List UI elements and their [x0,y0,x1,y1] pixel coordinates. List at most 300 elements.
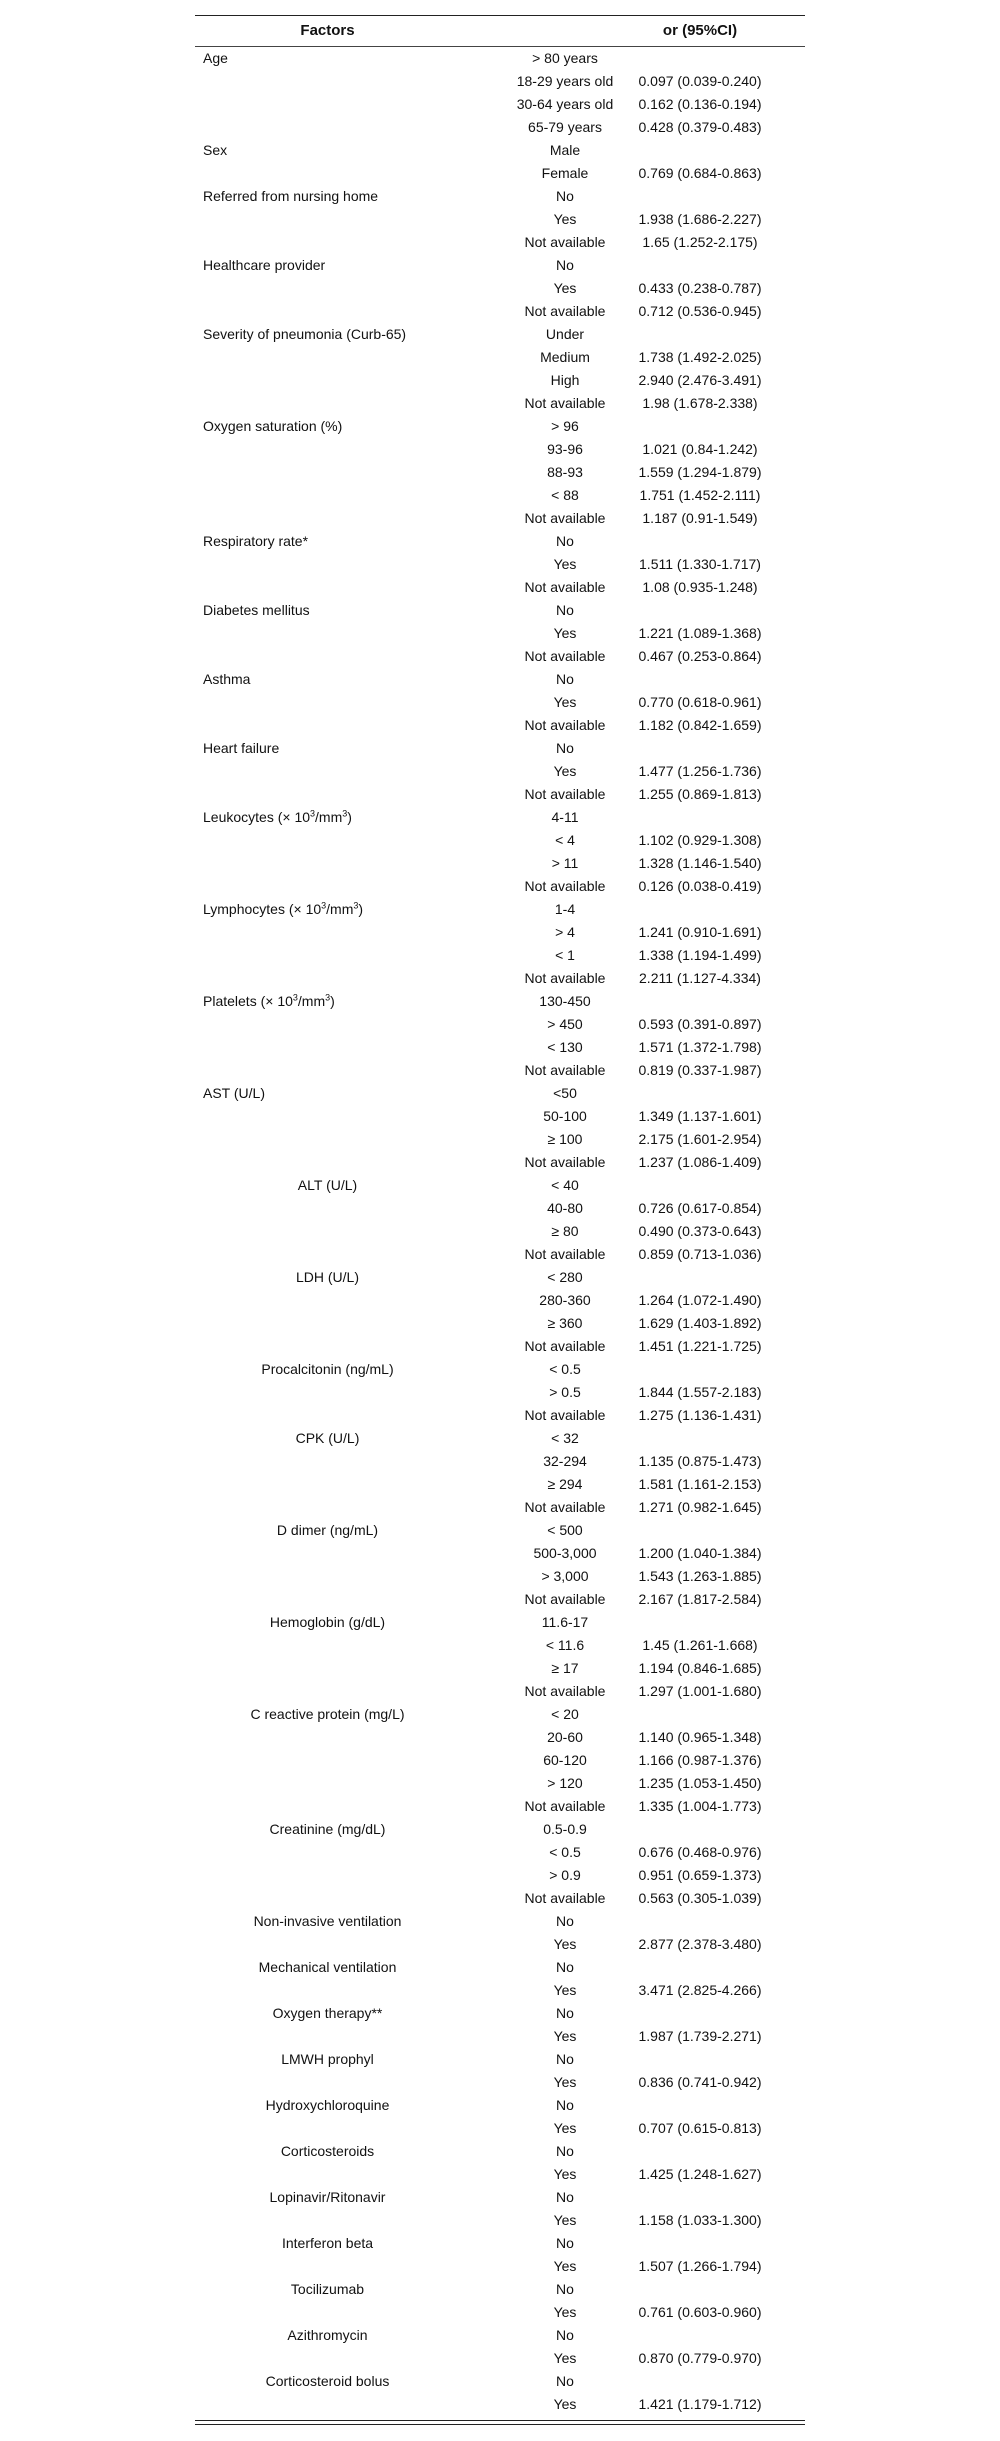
factor-name: Non-invasive ventilation [253,1913,402,1929]
table-row [195,2301,805,2324]
odds-ratio-value: 1.021 (0.84-1.242) [642,441,758,457]
table-row [195,668,805,691]
table-row [195,967,805,990]
odds-ratio-value: 1.938 (1.686-2.227) [638,211,762,227]
odds-ratio-value: 0.770 (0.618-0.961) [638,694,762,710]
category-value: Yes [553,556,577,572]
category-value: Not available [524,510,606,526]
category-value: Yes [553,2396,577,2412]
factor-name: Hydroxychloroquine [265,2097,390,2113]
category-value: Not available [524,234,606,250]
odds-ratio-table [195,15,805,2425]
table-row [195,1496,805,1519]
factor-name: ALT (U/L) [297,1177,358,1193]
table-row [195,1013,805,1036]
category-value: Yes [553,2166,577,2182]
odds-ratio-value: 2.175 (1.601-2.954) [638,1131,762,1147]
table-row [195,1979,805,2002]
header-factors: Factors [300,22,355,39]
category-value: > 80 years [532,50,598,66]
category-value: No [556,602,574,618]
factor-name: Creatinine (mg/dL) [269,1821,386,1837]
odds-ratio-value: 0.563 (0.305-1.039) [638,1890,762,1906]
table-row [195,2140,805,2163]
table-row [195,1542,805,1565]
factor-name: Age [203,50,228,66]
odds-ratio-value: 0.859 (0.713-1.036) [638,1246,762,1262]
table-row [195,1289,805,1312]
category-value: Not available [524,303,606,319]
odds-ratio-value: 1.338 (1.194-1.499) [638,947,762,963]
factor-name: C reactive protein (mg/L) [250,1706,405,1722]
category-value: No [556,188,574,204]
odds-ratio-value: 0.870 (0.779-0.970) [638,2350,762,2366]
factor-name: Corticosteroids [280,2143,375,2159]
category-value: ≥ 100 [547,1131,583,1147]
odds-ratio-value: 0.836 (0.741-0.942) [638,2074,762,2090]
table-row [195,1473,805,1496]
table-row [195,1933,805,1956]
factor-exponent: 3 [353,900,359,911]
table-row [195,1565,805,1588]
odds-ratio-value: 1.135 (0.875-1.473) [638,1453,762,1469]
table-row [195,1427,805,1450]
category-value: > 3,000 [541,1568,589,1584]
category-value: Yes [553,2120,577,2136]
category-value: < 0.5 [549,1361,581,1377]
table-row [195,2048,805,2071]
table-row [195,461,805,484]
factor-name: LMWH prophyl [281,2051,374,2067]
factor-name: Tocilizumab [290,2281,365,2297]
category-value: Not available [524,1890,606,1906]
table-row [195,277,805,300]
category-value: 0.5-0.9 [543,1821,587,1837]
category-value: 1-4 [554,901,576,917]
table-row [195,1818,805,1841]
odds-ratio-value: 1.559 (1.294-1.879) [638,464,762,480]
table-row [195,576,805,599]
table-row [195,2002,805,2025]
table-row [195,254,805,277]
category-value: 30-64 years old [516,96,614,112]
category-value: Not available [524,579,606,595]
table-row [195,185,805,208]
odds-ratio-value: 1.241 (0.910-1.691) [638,924,762,940]
odds-ratio-value: 0.707 (0.615-0.813) [638,2120,762,2136]
table-row [195,1657,805,1680]
table-row [195,1105,805,1128]
category-value: No [556,1913,574,1929]
table-bottom-rule [195,2420,805,2425]
category-value: 32-294 [543,1453,587,1469]
table-row [195,2232,805,2255]
table-row [195,139,805,162]
table-row [195,2094,805,2117]
category-value: > 4 [555,924,575,940]
odds-ratio-value: 0.097 (0.039-0.240) [638,73,762,89]
table-row [195,691,805,714]
category-value: No [556,1959,574,1975]
odds-ratio-value: 0.712 (0.536-0.945) [638,303,762,319]
table-row [195,2393,805,2416]
table-row [195,1358,805,1381]
factor-exponent: 3 [325,992,331,1003]
factor-name: Corticosteroid bolus [265,2373,390,2389]
odds-ratio-value: 1.08 (0.935-1.248) [642,579,758,595]
factor-name: Azithromycin [287,2327,368,2343]
table-row [195,737,805,760]
category-value: Medium [540,349,590,365]
category-value: Not available [524,970,606,986]
category-value: < 0.5 [549,1844,581,1860]
odds-ratio-value: 1.844 (1.557-2.183) [638,1384,762,1400]
odds-ratio-value: 1.751 (1.452-2.111) [639,487,761,503]
header-or: or (95%CI) [662,22,738,39]
odds-ratio-value: 1.507 (1.266-1.794) [638,2258,762,2274]
category-value: 280-360 [539,1292,591,1308]
table-row [195,1749,805,1772]
odds-ratio-value: 0.819 (0.337-1.987) [638,1062,762,1078]
odds-ratio-value: 1.237 (1.086-1.409) [638,1154,762,1170]
category-value: > 96 [551,418,579,434]
category-value: < 280 [547,1269,583,1285]
table-row [195,599,805,622]
odds-ratio-value: 1.297 (1.001-1.680) [638,1683,762,1699]
factor-name: Procalcitonin (ng/mL) [261,1361,394,1377]
table-row [195,875,805,898]
table-row [195,2370,805,2393]
category-value: No [556,2143,574,2159]
table-row [195,1519,805,1542]
category-value: <50 [553,1085,577,1101]
category-value: 50-100 [543,1108,587,1124]
category-value: Yes [553,2212,577,2228]
table-row [195,369,805,392]
odds-ratio-value: 1.102 (0.929-1.308) [638,832,762,848]
table-row [195,1220,805,1243]
category-value: No [556,2235,574,2251]
category-value: No [556,2051,574,2067]
factor-name: AST (U/L) [203,1085,265,1101]
odds-ratio-value: 1.275 (1.136-1.431) [638,1407,762,1423]
table-row [195,1795,805,1818]
odds-ratio-value: 0.428 (0.379-0.483) [638,119,762,135]
factor-unit: /mm [315,809,343,825]
category-value: No [556,2281,574,2297]
factor-close: ) [330,993,335,1009]
factor-text: Lymphocytes (× 10 [203,901,322,917]
table-row [195,2255,805,2278]
table-row [195,507,805,530]
category-value: No [556,2005,574,2021]
category-value: Yes [553,280,577,296]
table-row [195,1312,805,1335]
category-value: Yes [553,1936,577,1952]
table-row [195,1588,805,1611]
category-value: 18-29 years old [516,73,614,89]
table-row [195,47,805,70]
odds-ratio-value: 2.877 (2.378-3.480) [638,1936,762,1952]
table-row [195,1243,805,1266]
odds-ratio-value: 1.335 (1.004-1.773) [638,1798,762,1814]
category-value: No [556,2373,574,2389]
odds-ratio-value: 1.187 (0.91-1.549) [642,510,758,526]
odds-ratio-value: 1.140 (0.965-1.348) [638,1729,762,1745]
table-row [195,392,805,415]
table-row [195,208,805,231]
category-value: Under [545,326,585,342]
category-value: > 450 [547,1016,583,1032]
odds-ratio-value: 0.433 (0.238-0.787) [638,280,762,296]
table-row [195,162,805,185]
table-row [195,1082,805,1105]
factor-name: LDH (U/L) [295,1269,359,1285]
category-value: Yes [553,763,577,779]
odds-ratio-value: 0.593 (0.391-0.897) [638,1016,762,1032]
factor-name: Mechanical ventilation [258,1959,397,1975]
table-row [195,116,805,139]
table-row [195,1634,805,1657]
category-value: ≥ 80 [551,1223,579,1239]
table-body [195,47,805,2416]
category-value: No [556,740,574,756]
factor-exponent: 3 [321,900,327,911]
table-row [195,760,805,783]
table-row [195,2117,805,2140]
factor-name: Interferon beta [281,2235,374,2251]
table-row [195,2163,805,2186]
odds-ratio-value: 1.629 (1.403-1.892) [638,1315,762,1331]
factor-close: ) [358,901,364,917]
category-value: Not available [524,1591,606,1607]
table-row [195,1956,805,1979]
category-value: Not available [524,1154,606,1170]
factor-close: ) [347,809,352,825]
table-row [195,1197,805,1220]
table-header [195,16,805,47]
table-row [195,714,805,737]
table-row [195,921,805,944]
category-value: < 11.6 [545,1637,585,1653]
factor-name: Severity of pneumonia (Curb-65) [203,326,407,342]
odds-ratio-value: 1.987 (1.739-2.271) [638,2028,762,2044]
category-value: < 88 [551,487,579,503]
table-row [195,1151,805,1174]
table-row [195,1772,805,1795]
table-row [195,1450,805,1473]
table-row [195,438,805,461]
odds-ratio-value: 3.471 (2.825-4.266) [638,1982,762,1998]
category-value: Yes [553,2350,577,2366]
category-value: Not available [524,1407,606,1423]
odds-ratio-value: 1.543 (1.263-1.885) [638,1568,762,1584]
odds-ratio-value: 0.951 (0.659-1.373) [638,1867,762,1883]
factor-name: D dimer (ng/mL) [276,1522,379,1538]
table-row [195,622,805,645]
category-value: 93-96 [547,441,583,457]
odds-ratio-value: 1.571 (1.372-1.798) [638,1039,762,1055]
category-value: > 0.5 [549,1384,581,1400]
odds-ratio-value: 0.676 (0.468-0.976) [638,1844,762,1860]
category-value: 4-11 [551,809,579,825]
category-value: 20-60 [547,1729,583,1745]
category-value: Not available [524,1062,606,1078]
table-row [195,2186,805,2209]
table-row [195,1128,805,1151]
category-value: 65-79 years [528,119,602,135]
odds-ratio-value: 1.182 (0.842-1.659) [638,717,762,733]
table-row [195,1174,805,1197]
odds-ratio-value: 1.581 (1.161-2.153) [638,1476,762,1492]
category-value: < 500 [547,1522,583,1538]
odds-ratio-value: 2.940 (2.476-3.491) [638,372,762,388]
category-value: Yes [553,211,577,227]
odds-ratio-value: 1.65 (1.252-2.175) [642,234,758,250]
category-value: High [550,372,580,388]
category-value: ≥ 294 [547,1476,583,1492]
category-value: < 40 [551,1177,579,1193]
table-row [195,1381,805,1404]
table-row [195,1036,805,1059]
table-row [195,553,805,576]
factor-name: Sex [203,142,228,158]
table-row [195,2071,805,2094]
category-value: Not available [524,395,606,411]
table-row [195,2324,805,2347]
category-value: < 20 [551,1706,579,1722]
category-value: Yes [553,2258,577,2274]
table-row [195,1703,805,1726]
category-value: No [556,2097,574,2113]
table-row [195,1611,805,1634]
factor-name: Healthcare provider [203,257,326,273]
table-row [195,70,805,93]
category-value: Yes [553,625,577,641]
table-row [195,323,805,346]
factor-name: Oxygen therapy** [272,2005,383,2021]
odds-ratio-value: 1.45 (1.261-1.668) [642,1637,758,1653]
category-value: < 4 [555,832,575,848]
table-row [195,1404,805,1427]
odds-ratio-value: 2.211 (1.127-4.334) [639,970,761,986]
category-value: No [556,257,574,273]
factor-text: Platelets (× 10 [203,993,293,1009]
factor-name: Respiratory rate* [203,533,309,549]
table-row [195,806,805,829]
odds-ratio-value: 1.738 (1.492-2.025) [638,349,762,365]
table-row [195,2347,805,2370]
table-row [195,1841,805,1864]
odds-ratio-value: 0.162 (0.136-0.194) [638,96,762,112]
category-value: No [556,2189,574,2205]
odds-ratio-value: 1.425 (1.248-1.627) [638,2166,762,2182]
category-value: ≥ 360 [547,1315,583,1331]
odds-ratio-value: 1.451 (1.221-1.725) [638,1338,762,1354]
table-row [195,1726,805,1749]
category-value: Not available [524,1338,606,1354]
category-value: < 1 [555,947,575,963]
table-row [195,300,805,323]
odds-ratio-value: 1.221 (1.089-1.368) [638,625,762,641]
factor-unit: /mm [326,901,354,917]
category-value: > 11 [551,855,579,871]
table-row [195,2025,805,2048]
category-value: Not available [524,878,606,894]
table-row [195,1266,805,1289]
odds-ratio-value: 1.194 (0.846-1.685) [638,1660,762,1676]
odds-ratio-value: 1.255 (0.869-1.813) [638,786,762,802]
category-value: Not available [524,717,606,733]
odds-ratio-value: 0.467 (0.253-0.864) [638,648,762,664]
category-value: Not available [524,648,606,664]
odds-ratio-value: 0.126 (0.038-0.419) [638,878,762,894]
category-value: Not available [524,1499,606,1515]
odds-ratio-value: 1.271 (0.982-1.645) [638,1499,762,1515]
odds-ratio-value: 0.761 (0.603-0.960) [638,2304,762,2320]
odds-ratio-value: 0.726 (0.617-0.854) [638,1200,762,1216]
odds-ratio-value: 1.264 (1.072-1.490) [638,1292,762,1308]
factor-name [203,898,363,921]
category-value: No [556,533,574,549]
table-row [195,898,805,921]
factor-unit: /mm [297,993,326,1009]
category-value: < 32 [551,1430,579,1446]
factor-name: Oxygen saturation (%) [203,418,343,434]
table-row [195,2209,805,2232]
category-value: Not available [524,1246,606,1262]
table-row [195,93,805,116]
category-value: Not available [524,786,606,802]
category-value: 40-80 [547,1200,583,1216]
table-row [195,783,805,806]
category-value: > 0.9 [549,1867,581,1883]
odds-ratio-value: 1.421 (1.179-1.712) [638,2396,762,2412]
factor-exponent: 3 [342,808,348,819]
table-row [195,1910,805,1933]
table-row [195,1887,805,1910]
table-row [195,1864,805,1887]
factor-name [203,990,335,1013]
factor-name: Asthma [203,671,251,687]
odds-ratio-value: 1.98 (1.678-2.338) [642,395,758,411]
factor-exponent: 3 [292,992,298,1003]
category-value: 11.6-17 [541,1614,589,1630]
table-row [195,1059,805,1082]
category-value: 60-120 [543,1752,587,1768]
odds-ratio-value: 1.200 (1.040-1.384) [638,1545,762,1561]
factor-name [203,806,352,829]
odds-ratio-value: 1.349 (1.137-1.601) [638,1108,762,1124]
odds-ratio-value: 2.167 (1.817-2.584) [638,1591,762,1607]
table-row [195,852,805,875]
table-row [195,231,805,254]
category-value: > 120 [547,1775,583,1791]
category-value: No [556,2327,574,2343]
table-row [195,944,805,967]
table-row [195,990,805,1013]
factor-name: CPK (U/L) [295,1430,360,1446]
category-value: Yes [553,1982,577,1998]
odds-ratio-value: 1.235 (1.053-1.450) [638,1775,762,1791]
factor-name: Hemoglobin (g/dL) [269,1614,386,1630]
category-value: Not available [524,1683,606,1699]
factor-name: Heart failure [203,740,280,756]
odds-ratio-value: 1.158 (1.033-1.300) [638,2212,762,2228]
table-row [195,2278,805,2301]
category-value: Yes [553,2074,577,2090]
table-row [195,645,805,668]
